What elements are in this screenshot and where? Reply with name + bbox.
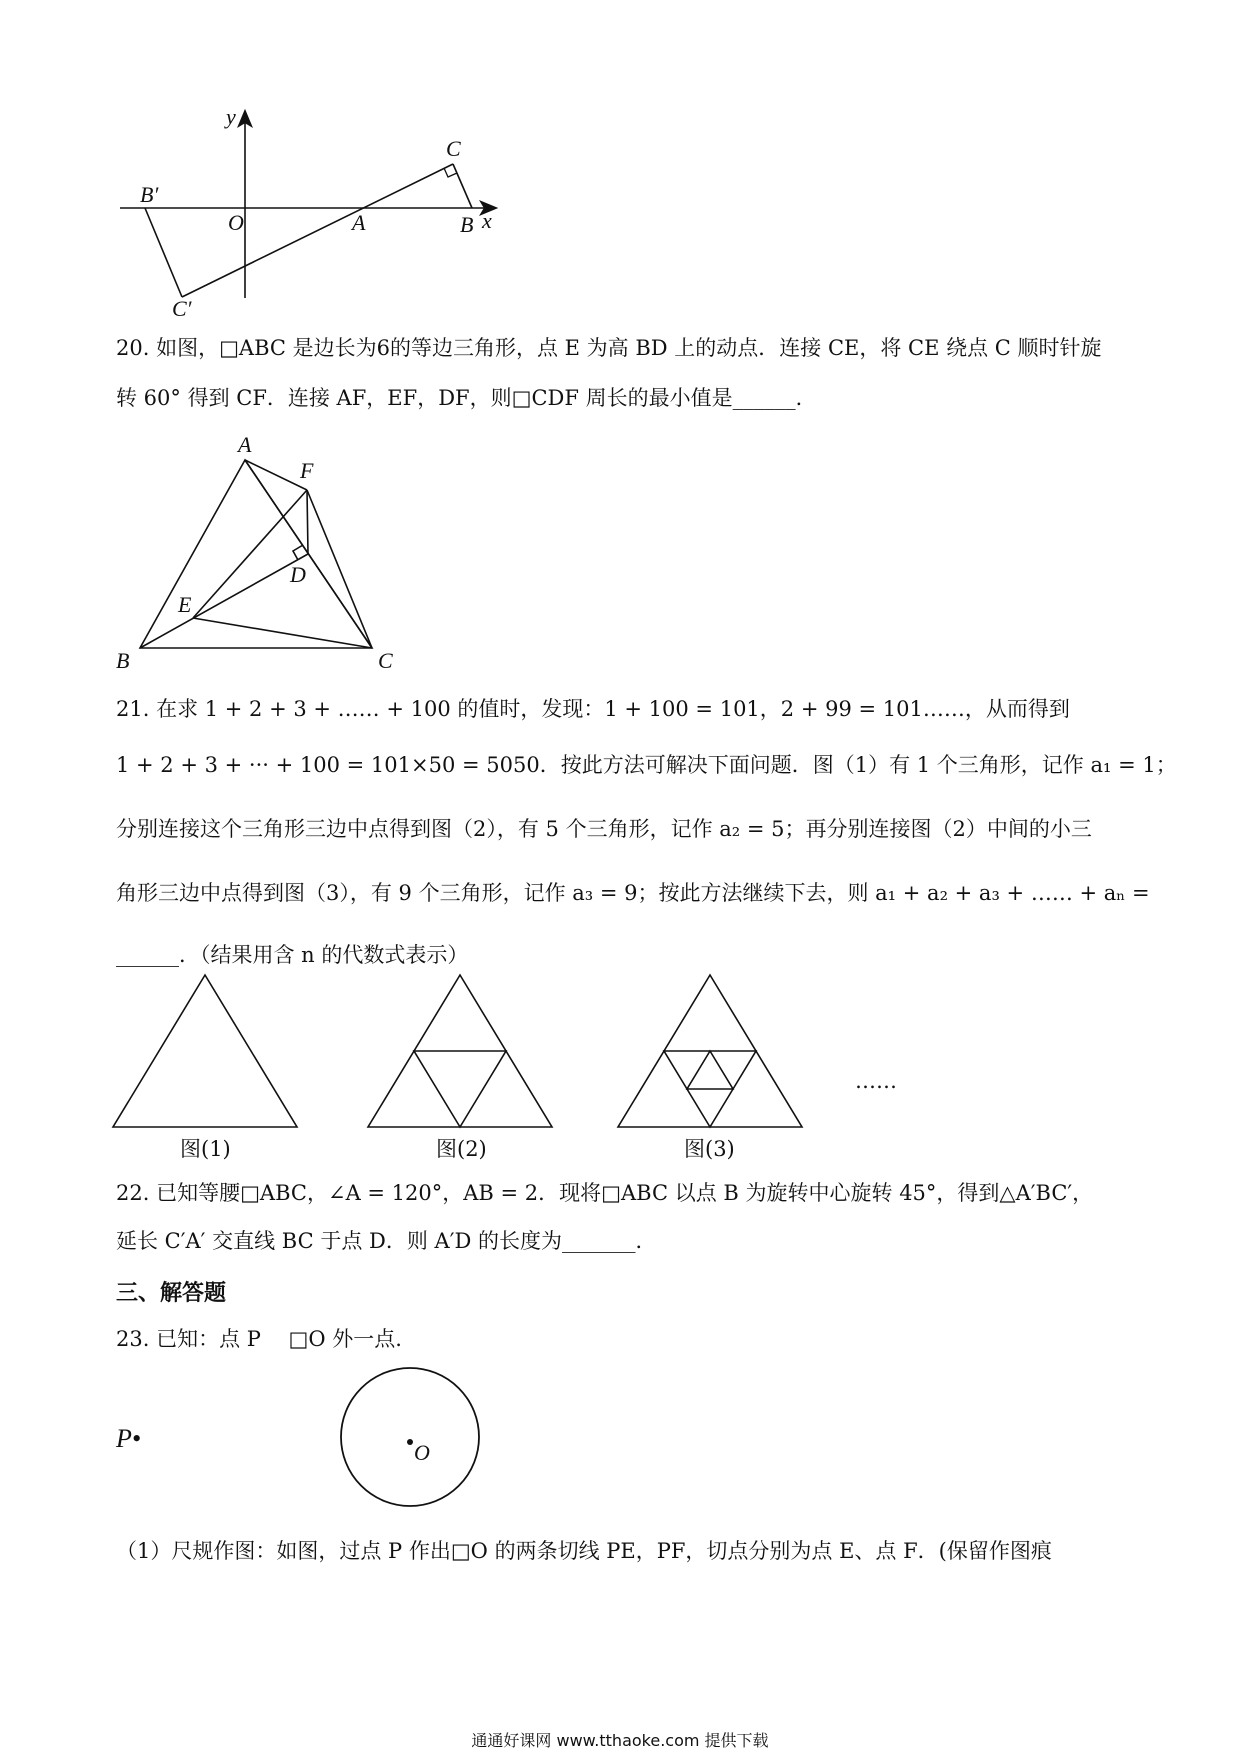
label-o: O bbox=[228, 210, 244, 235]
circle-o bbox=[341, 1368, 479, 1506]
q21-line-2: 1 + 2 + 3 + ··· + 100 = 101×50 = 5050．按此方法可解决下面问题．图（1）有 1 个三角形，记作 a₁ = 1； bbox=[116, 753, 1177, 777]
label-e-q20: E bbox=[178, 592, 192, 617]
label-d-q20: D bbox=[290, 562, 306, 587]
label-f-q20: F bbox=[300, 458, 314, 483]
label-b-prime: B′ bbox=[140, 182, 159, 207]
label-b: B bbox=[460, 212, 474, 237]
footer-download-note: 通通好课网 www.tthaoke.com 提供下载 bbox=[471, 1731, 769, 1750]
q23-part-1: （1）尺规作图：如图，过点 P 作出□O 的两条切线 PE，PF，切点分别为点 E、点 F．(保留作图痕 bbox=[116, 1539, 1052, 1563]
caption-fig2: 图(2) bbox=[436, 1137, 487, 1161]
label-a-q20: A bbox=[238, 432, 252, 457]
label-c: C bbox=[446, 136, 461, 161]
q21-line-3: 分别连接这个三角形三边中点得到图（2），有 5 个三角形，记作 a₂ = 5；再分别连接图（2）中间的小三 bbox=[116, 817, 1092, 841]
center-o-dot bbox=[407, 1439, 413, 1445]
center-o-label: O bbox=[414, 1440, 430, 1465]
q20-line-2: 转 60° 得到 CF．连接 AF，EF，DF，则□CDF 周长的最小值是______． bbox=[116, 386, 817, 410]
q21-line-5: ______．（结果用含 n 的代数式表示） bbox=[116, 943, 469, 967]
q22-line-2: 延长 C′A′ 交直线 BC 于点 D．则 A′D 的长度为_______． bbox=[116, 1229, 657, 1253]
q21-line-4: 角形三边中点得到图（3），有 9 个三角形，记作 a₃ = 9；按此方法继续下去，则 a₁ + a₂ + a₃ + …… + aₙ = bbox=[116, 881, 1150, 905]
label-c-q20: C bbox=[378, 648, 393, 673]
q23-line-1: 23. 已知：点 P □O 外一点. bbox=[116, 1327, 402, 1351]
label-b-q20: B bbox=[116, 648, 130, 673]
label-x: x bbox=[482, 208, 492, 233]
q22-line-1: 22. 已知等腰□ABC，∠A = 120°，AB = 2．现将□ABC 以点 B 为旋转中心旋转 45°，得到△A′BC′， bbox=[116, 1181, 1094, 1205]
q21-line-1: 21. 在求 1 + 2 + 3 + …… + 100 的值时，发现：1 + 100 = 101，2 + 99 = 101……，从而得到 bbox=[116, 697, 1070, 721]
caption-fig3: 图(3) bbox=[684, 1137, 735, 1161]
label-y: y bbox=[226, 104, 236, 129]
point-p-label: P• bbox=[116, 1424, 141, 1453]
sequence-ellipsis: …… bbox=[855, 1069, 897, 1093]
section-title: 三、解答题 bbox=[116, 1280, 227, 1306]
q20-line-1: 20. 如图，□ABC 是边长为6的等边三角形，点 E 为高 BD 上的动点．连接 CE，将 CE 绕点 C 顺时针旋 bbox=[116, 336, 1102, 360]
label-c-prime: C′ bbox=[172, 296, 192, 321]
label-a: A bbox=[352, 210, 366, 235]
caption-fig1: 图(1) bbox=[180, 1137, 231, 1161]
